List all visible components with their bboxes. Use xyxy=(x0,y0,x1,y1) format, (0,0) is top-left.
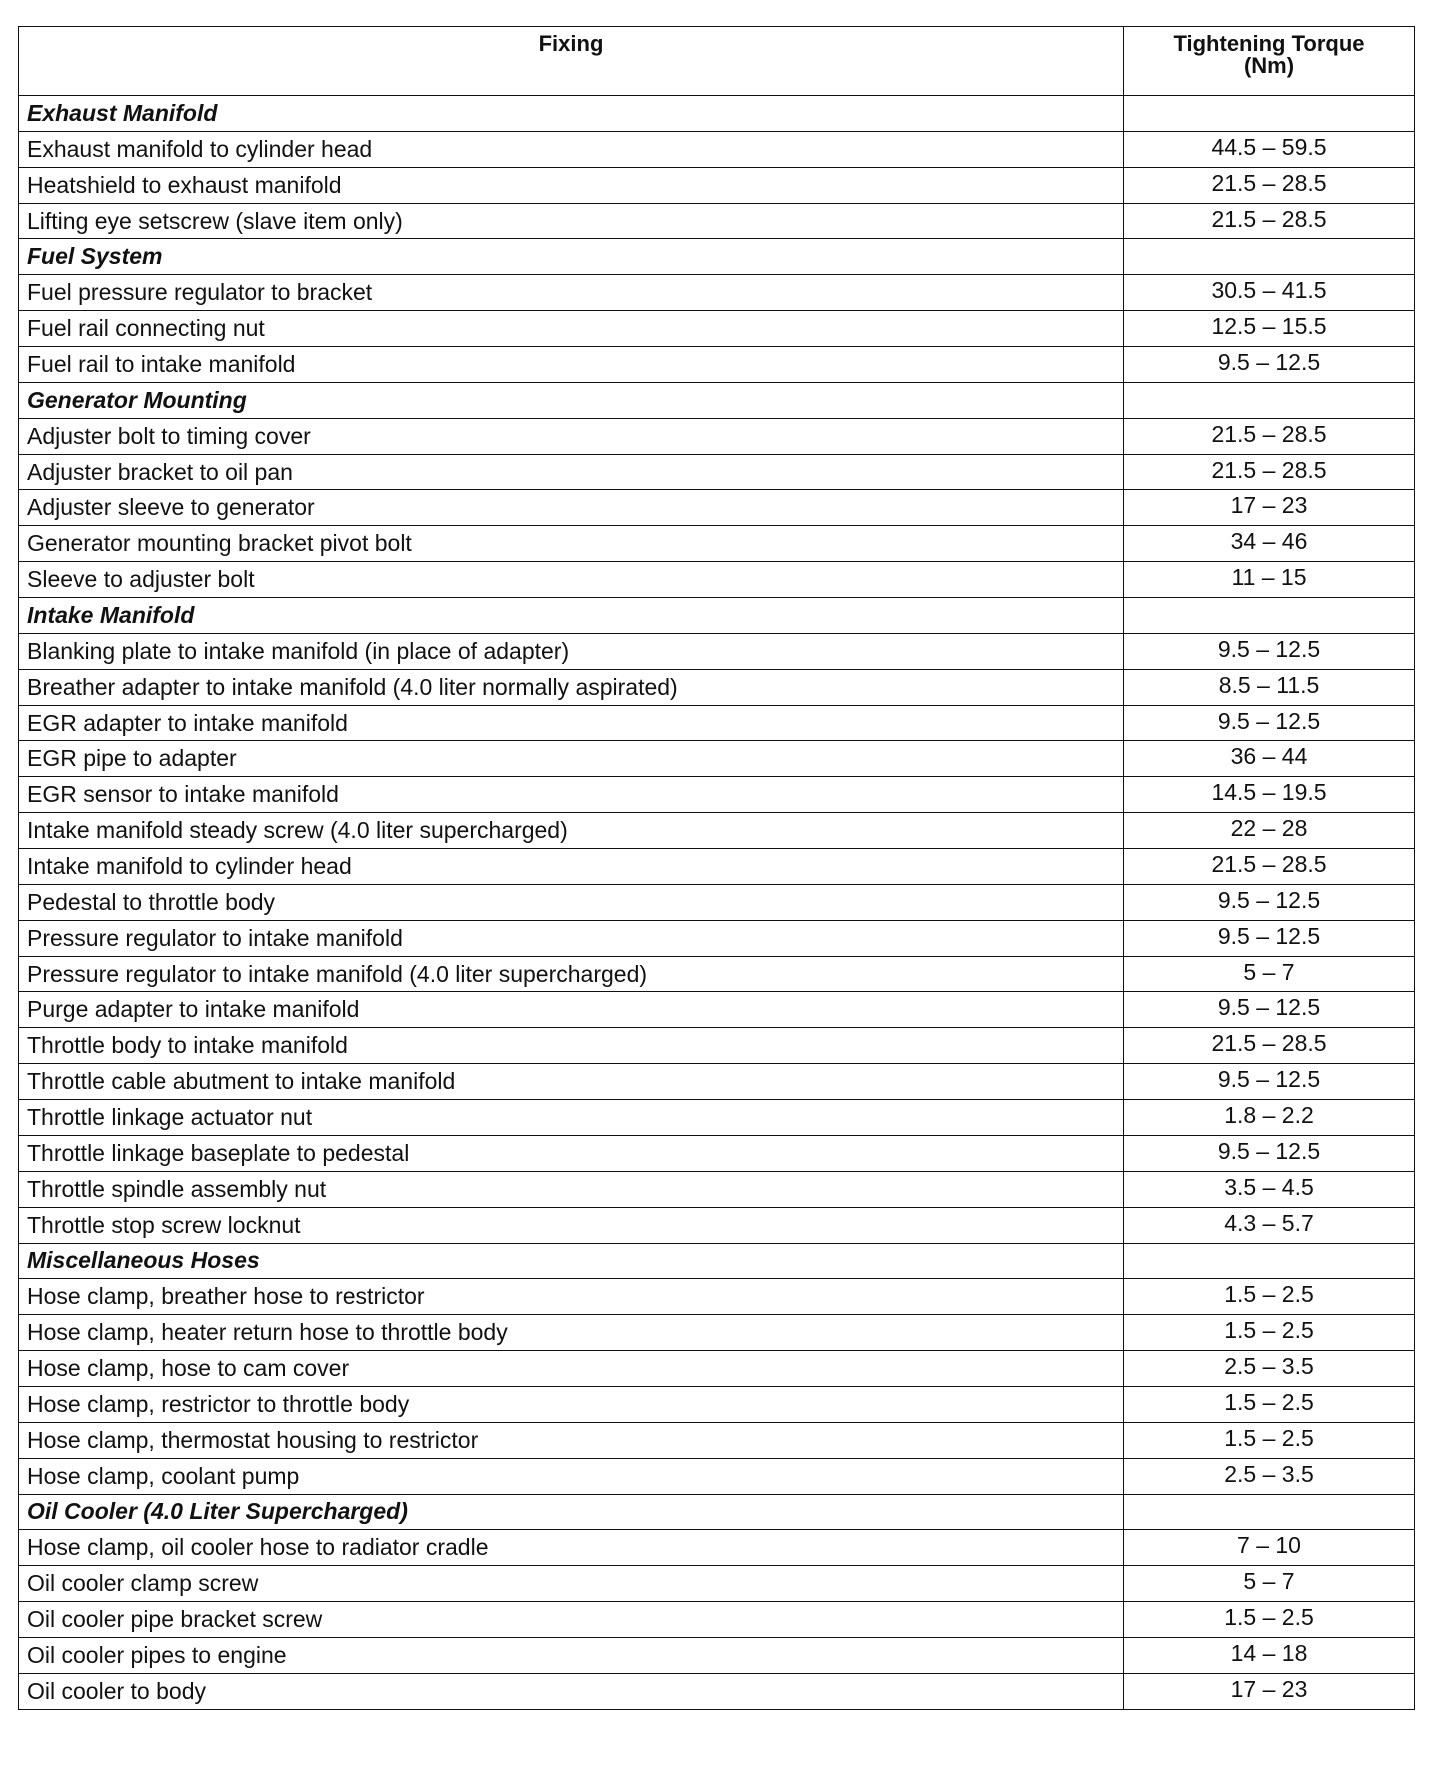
fixing-header-label: Fixing xyxy=(538,31,604,56)
fixing-cell: Intake manifold to cylinder head xyxy=(19,849,1124,885)
fixing-cell: EGR pipe to adapter xyxy=(19,741,1124,777)
fixing-cell: Heatshield to exhaust manifold xyxy=(19,167,1124,203)
fixing-cell: Blanking plate to intake manifold (in place of adapter) xyxy=(19,633,1124,669)
fixing-cell: Fuel pressure regulator to bracket xyxy=(19,275,1124,311)
section-title: Oil Cooler (4.0 Liter Supercharged) xyxy=(19,1494,1124,1530)
fixing-cell: Generator mounting bracket pivot bolt xyxy=(19,526,1124,562)
section-title: Exhaust Manifold xyxy=(19,96,1124,132)
table-row xyxy=(19,418,1415,454)
table-row xyxy=(19,1100,1415,1136)
torque-cell: 21.5 – 28.5 xyxy=(1124,1028,1415,1064)
torque-cell: 11 – 15 xyxy=(1124,562,1415,598)
table-row xyxy=(19,1458,1415,1494)
section-row xyxy=(19,1243,1415,1279)
section-title: Generator Mounting xyxy=(19,382,1124,418)
section-title: Intake Manifold xyxy=(19,598,1124,634)
table-row xyxy=(19,992,1415,1028)
torque-cell: 5 – 7 xyxy=(1124,1566,1415,1602)
fixing-cell: Adjuster sleeve to generator xyxy=(19,490,1124,526)
fixing-cell: Oil cooler pipe bracket screw xyxy=(19,1602,1124,1638)
torque-cell: 2.5 – 3.5 xyxy=(1124,1351,1415,1387)
torque-cell: 1.8 – 2.2 xyxy=(1124,1100,1415,1136)
torque-cell: 9.5 – 12.5 xyxy=(1124,884,1415,920)
torque-header-unit: (Nm) xyxy=(1243,53,1295,78)
torque-cell: 34 – 46 xyxy=(1124,526,1415,562)
torque-cell: 3.5 – 4.5 xyxy=(1124,1171,1415,1207)
fixing-cell: Oil cooler to body xyxy=(19,1673,1124,1709)
table-row xyxy=(19,633,1415,669)
torque-cell: 30.5 – 41.5 xyxy=(1124,275,1415,311)
torque-cell: 14 – 18 xyxy=(1124,1637,1415,1673)
fixing-cell: Throttle spindle assembly nut xyxy=(19,1171,1124,1207)
fixing-cell: Oil cooler pipes to engine xyxy=(19,1637,1124,1673)
fixing-column-header xyxy=(19,27,1124,96)
header-row xyxy=(19,27,1415,96)
table-row xyxy=(19,311,1415,347)
table-row xyxy=(19,884,1415,920)
fixing-cell: Throttle cable abutment to intake manifold xyxy=(19,1064,1124,1100)
table-row xyxy=(19,1315,1415,1351)
table-row xyxy=(19,347,1415,383)
torque-cell: 7 – 10 xyxy=(1124,1530,1415,1566)
torque-cell: 9.5 – 12.5 xyxy=(1124,1064,1415,1100)
table-row xyxy=(19,813,1415,849)
torque-cell: 1.5 – 2.5 xyxy=(1124,1386,1415,1422)
fixing-cell: Adjuster bolt to timing cover xyxy=(19,418,1124,454)
table-row xyxy=(19,920,1415,956)
section-title: Fuel System xyxy=(19,239,1124,275)
fixing-cell: Hose clamp, coolant pump xyxy=(19,1458,1124,1494)
table-row xyxy=(19,1386,1415,1422)
section-row xyxy=(19,382,1415,418)
table-row xyxy=(19,1566,1415,1602)
table-row xyxy=(19,705,1415,741)
fixing-cell: Throttle stop screw locknut xyxy=(19,1207,1124,1243)
fixing-cell: Lifting eye setscrew (slave item only) xyxy=(19,203,1124,239)
fixing-cell: Pressure regulator to intake manifold (4.0 liter supercharged) xyxy=(19,956,1124,992)
torque-cell: 9.5 – 12.5 xyxy=(1124,705,1415,741)
fixing-cell: Hose clamp, oil cooler hose to radiator cradle xyxy=(19,1530,1124,1566)
torque-cell: 21.5 – 28.5 xyxy=(1124,167,1415,203)
section-row xyxy=(19,598,1415,634)
fixing-cell: Throttle linkage baseplate to pedestal xyxy=(19,1135,1124,1171)
torque-cell: 21.5 – 28.5 xyxy=(1124,418,1415,454)
table-row xyxy=(19,1064,1415,1100)
section-row xyxy=(19,96,1415,132)
torque-cell: 1.5 – 2.5 xyxy=(1124,1315,1415,1351)
table-row xyxy=(19,490,1415,526)
torque-cell xyxy=(1124,598,1415,634)
table-row xyxy=(19,275,1415,311)
fixing-cell: Sleeve to adjuster bolt xyxy=(19,562,1124,598)
torque-cell: 21.5 – 28.5 xyxy=(1124,203,1415,239)
table-body xyxy=(19,96,1415,1710)
fixing-cell: Exhaust manifold to cylinder head xyxy=(19,131,1124,167)
fixing-cell: Fuel rail to intake manifold xyxy=(19,347,1124,383)
torque-cell: 4.3 – 5.7 xyxy=(1124,1207,1415,1243)
section-row xyxy=(19,239,1415,275)
table-row xyxy=(19,956,1415,992)
table-row xyxy=(19,1028,1415,1064)
table-row xyxy=(19,1279,1415,1315)
torque-cell: 1.5 – 2.5 xyxy=(1124,1602,1415,1638)
torque-cell: 17 – 23 xyxy=(1124,490,1415,526)
torque-cell: 12.5 – 15.5 xyxy=(1124,311,1415,347)
table-row xyxy=(19,1351,1415,1387)
table-row xyxy=(19,669,1415,705)
torque-cell xyxy=(1124,239,1415,275)
section-row xyxy=(19,1494,1415,1530)
torque-cell: 9.5 – 12.5 xyxy=(1124,992,1415,1028)
torque-cell: 1.5 – 2.5 xyxy=(1124,1279,1415,1315)
table-row xyxy=(19,741,1415,777)
fixing-cell: Fuel rail connecting nut xyxy=(19,311,1124,347)
fixing-cell: Hose clamp, hose to cam cover xyxy=(19,1351,1124,1387)
torque-cell: 36 – 44 xyxy=(1124,741,1415,777)
fixing-cell: EGR sensor to intake manifold xyxy=(19,777,1124,813)
table-header xyxy=(19,27,1415,96)
table-row xyxy=(19,131,1415,167)
torque-cell: 5 – 7 xyxy=(1124,956,1415,992)
table-row xyxy=(19,1422,1415,1458)
torque-table xyxy=(18,26,1415,1710)
fixing-cell: Throttle linkage actuator nut xyxy=(19,1100,1124,1136)
fixing-cell: Hose clamp, heater return hose to throttle body xyxy=(19,1315,1124,1351)
table-row xyxy=(19,1530,1415,1566)
torque-cell: 21.5 – 28.5 xyxy=(1124,849,1415,885)
fixing-cell: EGR adapter to intake manifold xyxy=(19,705,1124,741)
torque-cell: 22 – 28 xyxy=(1124,813,1415,849)
section-title: Miscellaneous Hoses xyxy=(19,1243,1124,1279)
torque-cell xyxy=(1124,1494,1415,1530)
torque-cell: 9.5 – 12.5 xyxy=(1124,347,1415,383)
torque-cell: 9.5 – 12.5 xyxy=(1124,1135,1415,1171)
table-row xyxy=(19,203,1415,239)
fixing-cell: Breather adapter to intake manifold (4.0 liter normally aspirated) xyxy=(19,669,1124,705)
fixing-cell: Pressure regulator to intake manifold xyxy=(19,920,1124,956)
table-row xyxy=(19,1637,1415,1673)
torque-cell: 44.5 – 59.5 xyxy=(1124,131,1415,167)
fixing-cell: Hose clamp, breather hose to restrictor xyxy=(19,1279,1124,1315)
torque-cell: 2.5 – 3.5 xyxy=(1124,1458,1415,1494)
fixing-cell: Throttle body to intake manifold xyxy=(19,1028,1124,1064)
table-row xyxy=(19,1673,1415,1709)
table-row xyxy=(19,1602,1415,1638)
torque-cell xyxy=(1124,1243,1415,1279)
torque-cell: 17 – 23 xyxy=(1124,1673,1415,1709)
fixing-cell: Hose clamp, thermostat housing to restrictor xyxy=(19,1422,1124,1458)
table-row xyxy=(19,454,1415,490)
torque-cell: 9.5 – 12.5 xyxy=(1124,633,1415,669)
torque-cell xyxy=(1124,382,1415,418)
torque-cell: 1.5 – 2.5 xyxy=(1124,1422,1415,1458)
torque-cell: 8.5 – 11.5 xyxy=(1124,669,1415,705)
fixing-cell: Hose clamp, restrictor to throttle body xyxy=(19,1386,1124,1422)
fixing-cell: Intake manifold steady screw (4.0 liter supercharged) xyxy=(19,813,1124,849)
table-row xyxy=(19,777,1415,813)
fixing-cell: Adjuster bracket to oil pan xyxy=(19,454,1124,490)
table-row xyxy=(19,562,1415,598)
table-row xyxy=(19,1171,1415,1207)
table-row xyxy=(19,1207,1415,1243)
torque-column-header xyxy=(1124,27,1415,96)
torque-cell: 21.5 – 28.5 xyxy=(1124,454,1415,490)
table-row xyxy=(19,526,1415,562)
table-row xyxy=(19,167,1415,203)
torque-cell: 14.5 – 19.5 xyxy=(1124,777,1415,813)
torque-cell: 9.5 – 12.5 xyxy=(1124,920,1415,956)
fixing-cell: Oil cooler clamp screw xyxy=(19,1566,1124,1602)
fixing-cell: Pedestal to throttle body xyxy=(19,884,1124,920)
torque-header-label: Tightening Torque xyxy=(1173,31,1365,56)
torque-cell xyxy=(1124,96,1415,132)
table-row xyxy=(19,849,1415,885)
fixing-cell: Purge adapter to intake manifold xyxy=(19,992,1124,1028)
table-row xyxy=(19,1135,1415,1171)
